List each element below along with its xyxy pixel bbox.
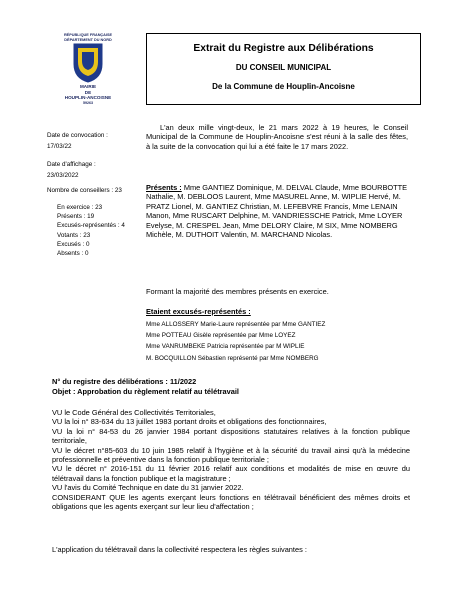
considerant-item: CONSIDERANT QUE les agents exerçant leurs fonctions en télétravail bénéficient des mêmes droits et obligations que les agents exerçant sur leur lieu d'affectation ; [52,492,410,512]
convocation-label: Date de convocation : [47,132,108,139]
logo-de: DE [84,89,92,95]
stat-item: Présents : 19 [57,213,95,221]
conclusion-text: L'application du télétravail dans la collectivité respectera les règles suivantes : [52,545,307,554]
excuses-label: Etaient excusés-représentés : [146,307,251,316]
stat-item: Absents : 0 [57,250,89,258]
excuse-item: Mme VANRUMBEKE Patricia représentée par M WIPLIE [146,343,305,351]
considerants-block [52,408,410,511]
logo-line-departement: DÉPARTEMENT DU NORD [64,37,112,42]
excuse-item: M. BOCQUILLON Sébastien représenté par Mme NOMBERG [146,354,319,362]
convocation-date: 17/03/22 [47,143,72,150]
deliberation-object: Objet : Approbation du règlement relatif au télétravail [52,387,239,396]
stat-item: Excusés : 0 [57,240,90,248]
logo-mairie-text [52,84,124,106]
document-title: Extrait du Registre aux Délibérations [193,43,374,54]
considerant-item: VU l'avis du Comité Technique en date du 31 janvier 2022. [52,483,244,493]
presents-label: Présents : [146,183,182,192]
majorite-text: Formant la majorité des membres présents en exercice. [146,287,329,296]
stat-item: En exercice : 23 [57,204,103,211]
stat-item: Votants : 23 [57,231,91,239]
logo-commune-name: HOUPLIN-ANCOISNE [64,95,112,101]
considerant-item: VU la loi n° 84-53 du 26 janvier 1984 portant dispositions statutaires relatives à la fonction publique territoriale, [52,426,410,446]
commune-name: De la Commune de Houplin-Ancoisne [212,82,355,91]
conseillers-count: Nombre de conseillers : 23 [47,187,122,194]
excuse-item: Mme POTTEAU Gisèle représentée par Mme LOYEZ [146,332,296,340]
stats-list [57,203,125,258]
shield-icon [52,42,124,84]
logo-mairie: MAIRIE [79,84,97,90]
considerant-item: VU la loi n° 83-634 du 13 juillet 1983 portant droits et obligations des fonctionnaires, [52,417,327,427]
presents-list: Mme GANTIEZ Dominique, M. DELVAL Claude, Mme BOURBOTTE Nathalie, M. DEBLOOS Laurent, Mme MASUREL Anne, M. WIPLIE Hervé, M. PRATZ Lionel, M. GANTIEZ Christian, M. LEFEBVRE Francis, Mme LENAIN Manon, Mme RUSCART Delphine, M. VANDRIESSCHE Patrick, Mme LOYER Evelyse, M. CRESPEL Jean, Mme DELORY Claire, M SIX, Mme NOMBERG Michèle, M. DUTHOIT Valentin, M. MARCHAND Nicolas. [146,183,408,240]
logo-line-republique: RÉPUBLIQUE FRANÇAISE [63,33,113,37]
presents-paragraph [146,183,408,239]
logo-postcode: 59263 [83,100,93,105]
excuse-item: Mme ALLOSSERY Marie-Laure représentée par Mme GANTIEZ [146,321,326,328]
considerant-item: VU le décret n° 2016-151 du 11 février 2016 relatif aux conditions et modalités de mise en œuvre du télétravail dans la fonction publique et la magistrature ; [52,464,410,483]
affichage-date: 23/03/2022 [47,172,79,179]
title-box [146,33,421,105]
considerant-item: VU le Code Général des Collectivités Territoriales, [52,408,216,417]
considerant-item: VU le décret n°85-603 du 10 juin 1985 relatif à l'hygiène et à la sécurité du travail ainsi qu'à la médecine professionnelle et préventive dans la fonction publique territoriale ; [52,445,410,465]
excuses-list [146,319,325,364]
affichage-label: Date d'affichage : [47,161,96,168]
document-subtitle: DU CONSEIL MUNICIPAL [235,63,332,72]
stat-item: Excusés-représentés : 4 [57,222,125,230]
intro-paragraph: L'an deux mille vingt-deux, le 21 mars 2022 à 19 heures, le Conseil Municipal de la Commune de Houplin-Ancoisne s'est réuni à la salle des fêtes, à la suite de la convocation qui lui a été faite le 17 mars 2022. [146,123,408,151]
logo-republic-text [52,33,124,42]
registre-number: N° du registre des délibérations : 11/2022 [52,377,197,386]
commune-logo [52,33,124,107]
